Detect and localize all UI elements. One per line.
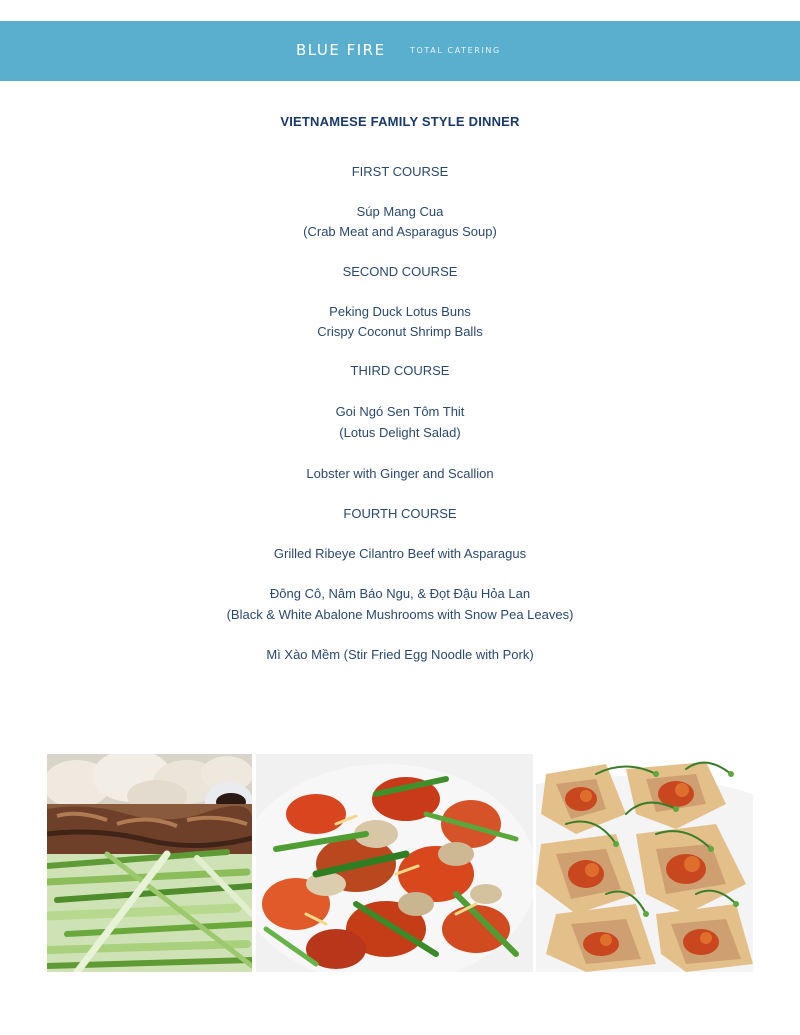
crispy-wonton-appetizer-photo — [536, 754, 753, 972]
dish-peking-duck: Peking Duck Lotus Buns — [329, 304, 471, 319]
lobster-ginger-scallion-photo — [256, 754, 533, 972]
dish-lotus-salad-description: (Lotus Delight Salad) — [339, 425, 461, 440]
dish-mushrooms-description: (Black & White Abalone Mushrooms with Snow Pea Leaves) — [226, 607, 574, 622]
dish-crab-soup: Súp Mang Cua — [356, 204, 444, 219]
course-heading-fourth: FOURTH COURSE — [343, 506, 457, 521]
menu-title: VIETNAMESE FAMILY STYLE DINNER — [280, 114, 520, 129]
dish-crab-soup-description: (Crab Meat and Asparagus Soup) — [303, 224, 497, 239]
dish-lobster: Lobster with Ginger and Scallion — [306, 466, 494, 481]
dish-egg-noodle: Mì Xào Mềm (Stir Fried Egg Noodle with Pork) — [266, 647, 534, 662]
brand-logo-text: BLUE FIRE — [296, 41, 386, 59]
dish-lotus-salad: Goi Ngó Sen Tôm Thit — [335, 404, 465, 419]
dish-ribeye-beef: Grilled Ribeye Cilantro Beef with Asparagus — [273, 546, 527, 561]
peking-duck-buns-photo — [47, 754, 252, 972]
dish-mushrooms: Đông Cô, Nâm Báo Ngu, & Đọt Đậu Hỏa Lan — [269, 586, 531, 601]
brand-tagline: TOTAL CATERING — [410, 46, 501, 55]
dish-shrimp-balls: Crispy Coconut Shrimp Balls — [317, 324, 483, 339]
course-heading-third: THIRD COURSE — [350, 363, 450, 378]
course-heading-first: FIRST COURSE — [351, 164, 449, 179]
header-banner — [0, 21, 800, 81]
course-heading-second: SECOND COURSE — [342, 264, 458, 279]
